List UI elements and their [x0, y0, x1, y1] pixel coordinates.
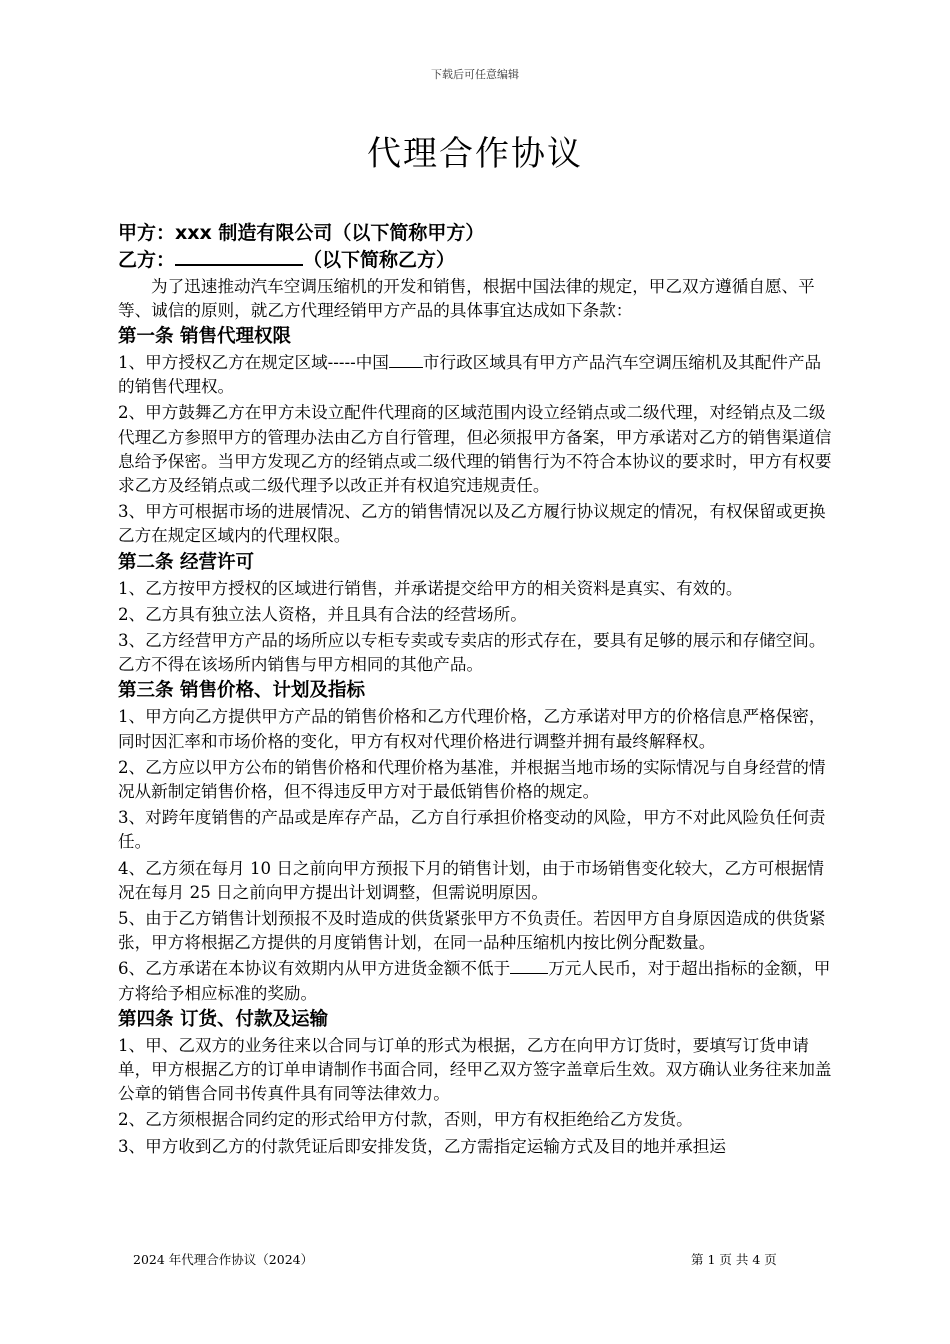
party-b-line	[118, 246, 834, 273]
article-2-clause-1: 1、乙方按甲方授权的区域进行销售，并承诺提交给甲方的相关资料是真实、有效的。	[118, 578, 743, 598]
clause-text: 市行政区域具有甲方产品汽车空调压缩机及其配件产品的销售代理权。	[118, 353, 822, 397]
article-3-clause-4: 4、乙方须在每月 10 日之前向甲方预报下月的销售计划，由于市场销售变化较大，乙方可根据情况在每月 25 日之前向甲方提出计划调整，但需说明原因。	[118, 858, 824, 902]
header-note: 下载后可任意编辑	[431, 68, 519, 81]
clause-text: 万元人民币，对于超出指标的金额，甲方将给予相应标准的奖励。	[118, 959, 831, 1003]
party-b-blank	[175, 246, 303, 266]
party-a-line	[118, 220, 834, 246]
article-4-title: 第四条 订货、付款及运输	[118, 1008, 328, 1030]
article-3-clause-2: 2、乙方应以甲方公布的销售价格和代理价格为基准，并根据当地市场的实际情况与自身经营的情况从新制定销售价格，但不得违反甲方对于最低销售价格的规定。	[118, 757, 826, 802]
document-body	[118, 220, 834, 1159]
amount-blank	[510, 959, 548, 974]
article-1-clause-3: 3、甲方可根据市场的进展情况、乙方的销售情况以及乙方履行协议规定的情况，有权保留或更换乙方在规定区域内的代理权限。	[118, 502, 826, 546]
document-title: 代理合作协议	[367, 134, 583, 174]
article-2-clause-2: 2、乙方具有独立法人资格，并且具有合法的经营场所。	[118, 604, 527, 624]
city-blank	[389, 353, 423, 368]
article-1-clause-2: 2、甲方鼓舞乙方在甲方未设立配件代理商的区域范围内设立经销点或二级代理，对经销点及二级代理乙方参照甲方的管理办法由乙方自行管理，但必须报甲方备案，甲方承诺对乙方的销售渠道信息给予保密。当甲方发现乙方的经销点或二级代理的销售行为不符合本协议的要求时，甲方有权要求乙方及经销点或二级代理予以改正并有权追究违规责任。	[118, 403, 832, 496]
article-3-clause-5: 5、由于乙方销售计划预报不及时造成的供货紧张甲方不负责任。若因甲方自身原因造成的供货紧张，甲方将根据乙方提供的月度销售计划，在同一品种压缩机内按比例分配数量。	[118, 909, 826, 953]
article-4-clause-1: 1、甲、乙双方的业务往来以合同与订单的形式为根据，乙方在向甲方订货时，要填写订货申请单，甲方根据乙方的订单申请制作书面合同，经甲乙双方签字盖章后生效。双方确认业务往来加盖公章的销售合同书传真件具有同等法律效力。	[118, 1035, 832, 1104]
footer-document-name: 2024 年代理合作协议（2024）	[133, 1252, 314, 1267]
article-3-clause-1: 1、甲方向乙方提供甲方产品的销售价格和乙方代理价格，乙方承诺对甲方的价格信息严格保密，同时因汇率和市场价格的变化，甲方有权对代理价格进行调整并拥有最终解释权。	[118, 707, 826, 751]
article-2-clause-3: 3、乙方经营甲方产品的场所应以专柜专卖或专卖店的形式存在，要具有足够的展示和存储空间。乙方不得在该场所内销售与甲方相同的其他产品。	[118, 631, 826, 675]
clause-text: 6、乙方承诺在本协议有效期内从甲方进货金额不低于	[118, 959, 511, 979]
article-1-title: 第一条 销售代理权限	[118, 326, 291, 347]
footer-page-number: 第 1 页 共 4 页	[691, 1252, 777, 1267]
article-3-clause-3: 3、对跨年度销售的产品或是库存产品，乙方自行承担价格变动的风险，甲方不对此风险负任何责任。	[118, 808, 826, 852]
article-2-title: 第二条 经营许可	[118, 551, 254, 573]
party-b-label: 乙方：	[118, 249, 176, 271]
intro-paragraph: 为了迅速推动汽车空调压缩机的开发和销售，根据中国法律的规定，甲乙双方遵循自愿、平等、诚信的原则，就乙方代理经销甲方产品的具体事宜达成如下条款：	[118, 277, 815, 320]
party-b-suffix: （以下简称乙方）	[303, 249, 456, 271]
clause-text: 1、甲方授权乙方在规定区域-----中国	[118, 353, 389, 372]
party-a-label: 甲方：	[118, 222, 176, 244]
article-3-title: 第三条 销售价格、计划及指标	[118, 680, 365, 702]
article-4-clause-2: 2、乙方须根据合同约定的形式给甲方付款，否则，甲方有权拒绝给乙方发货。	[118, 1110, 693, 1130]
article-1-clause-1	[118, 351, 834, 399]
article-4-clause-3: 3、甲方收到乙方的付款凭证后即安排发货，乙方需指定运输方式及目的地并承担运	[118, 1136, 726, 1156]
party-a-name: xxx 制造有限公司（以下简称甲方）	[175, 222, 485, 244]
article-3-clause-6	[118, 957, 834, 1005]
